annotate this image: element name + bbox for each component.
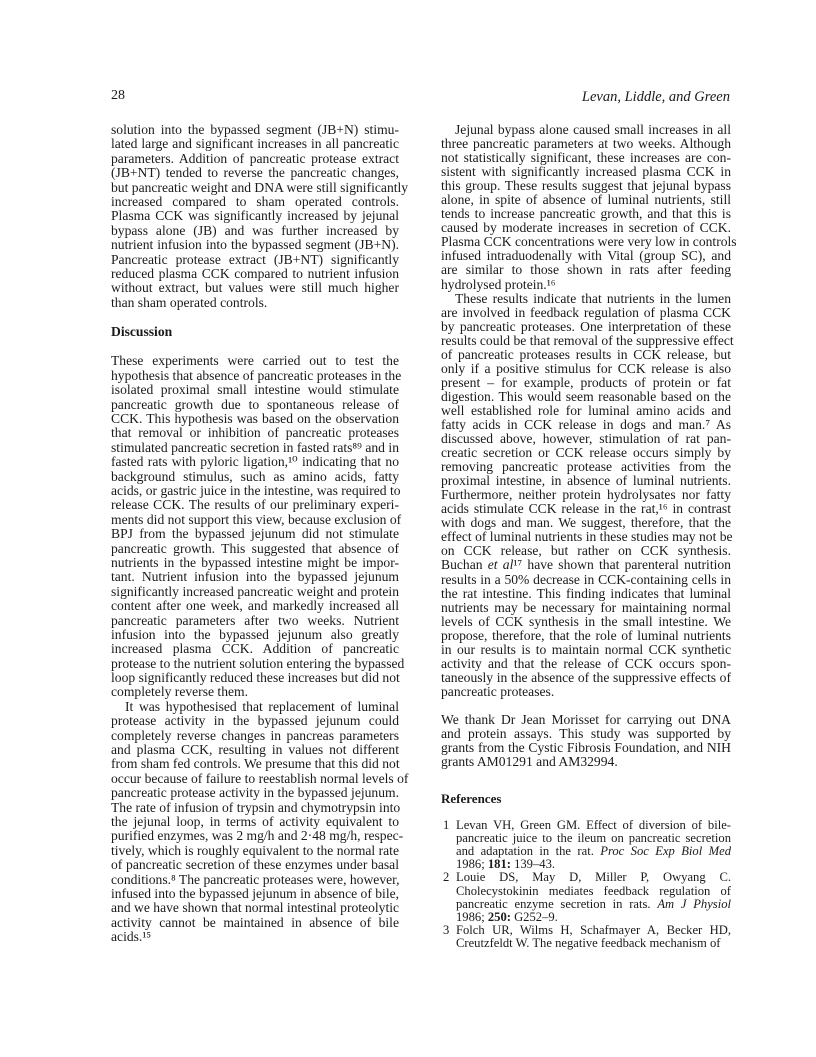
running-head-authors: Levan, Liddle, and Green xyxy=(581,89,730,105)
reference-journal: Proc Soc Exp Biol Med xyxy=(600,844,731,859)
text-line: isolated proximal small intestine would stimulate xyxy=(111,382,399,398)
text-line: than sham operated controls. xyxy=(111,294,268,310)
results-paragraph xyxy=(111,122,409,310)
text-line: These results indicate that nutrients in the lumen xyxy=(455,290,731,306)
reference-item xyxy=(441,819,731,871)
reference-text: Levan VH, Green GM. Effect of diversion of bile-pancreatic juice to the ileum on pancreatic secretion and adaptation in the rat. xyxy=(456,818,731,859)
text-line: parameters. Addition of pancreatic protease extract xyxy=(111,150,399,166)
page-number: 28 xyxy=(111,88,125,103)
italic-text: et al xyxy=(487,557,514,573)
text-line: this group. These results suggest that jejunal bypass xyxy=(441,178,731,194)
right-column xyxy=(441,122,737,950)
text-line: release CCK. The results of our preliminary experi- xyxy=(111,497,399,513)
discussion-paragraph-2 xyxy=(111,698,409,945)
text-line: proximal intestine, in absence of luminal nutrients. xyxy=(441,473,731,489)
reference-year: 1986; xyxy=(456,857,488,872)
text-line: acids.¹⁵ xyxy=(111,929,152,945)
text-line: The rate of infusion of trypsin and chymotrypsin into xyxy=(111,799,401,815)
references-heading: References xyxy=(441,791,502,807)
text-line: creatic secretion or CCK release occurs simply by xyxy=(441,445,731,461)
text-line: digestion. This would seem reasonable based on the xyxy=(441,388,731,404)
text-line: of pancreatic secretion of these enzymes under basal xyxy=(111,857,399,873)
text-line: without extract, but values were still much higher xyxy=(111,280,399,296)
text-line: present – for example, products of protein or fat xyxy=(441,374,731,390)
text-line: discussed above, however, stimulation of rat pan- xyxy=(441,431,731,447)
text-line: These experiments were carried out to test the xyxy=(111,353,399,369)
text-line: not statistically significant, these increases are con- xyxy=(441,150,731,166)
text-line: activity and that the release of CCK occurs spon- xyxy=(441,655,731,671)
reference-pages: 139–43. xyxy=(510,857,556,872)
text-line: background stimulus, such as amino acids, fatty xyxy=(111,468,399,484)
text-line: stimulated pancreatic secretion in fasted rats⁸⁹ and in xyxy=(111,439,399,455)
text-line: taneously in the absence of the suppressive effects of xyxy=(441,669,731,685)
reference-pages: G252–9. xyxy=(510,909,558,924)
reference-number: 3 xyxy=(443,922,450,937)
text-line: purified enzymes, was 2 mg/h and 2·48 mg/h, respec- xyxy=(111,828,404,844)
text-line: and protein assays. This study was supported by xyxy=(441,725,731,741)
text-line: infused intraduodenally with Vital (group SC), and xyxy=(441,248,731,264)
text-line: Plasma CCK was significantly increased by jejunal xyxy=(111,208,399,224)
reference-volume: 181: xyxy=(487,857,511,872)
text-line: completely reverse them. xyxy=(111,684,249,700)
text-line: conditions.⁸ The pancreatic proteases were, however, xyxy=(111,871,400,887)
discussion-paragraph-3 xyxy=(441,122,737,292)
text-line xyxy=(441,558,731,572)
text-line: and we have shown that normal intestinal proteolytic xyxy=(111,900,400,916)
text-line: hydrolysed protein.¹⁶ xyxy=(441,276,556,292)
text-line: pancreatic growth. This suggested that absence of xyxy=(111,540,399,556)
text-line: infusion into the bypassed jejunum also greatly xyxy=(111,626,399,642)
text-line: removing pancreatic protease activities from the xyxy=(441,459,731,475)
text-line: well established role for luminal amino acids and xyxy=(441,402,731,418)
text-line: effect of luminal nutrients in these studies may not be xyxy=(441,529,733,545)
text-line: fasted rats with pyloric ligation,¹⁰ indicating that no xyxy=(111,454,399,470)
reference-item xyxy=(441,871,731,923)
text-line: grants AM01291 and AM32994. xyxy=(441,754,618,770)
text-line: acids, or gastric juice in the intestine, was required to xyxy=(111,482,401,498)
discussion-paragraph-1 xyxy=(111,353,405,700)
text-line: bypass alone (JB) and was further increased by xyxy=(111,222,399,238)
text-line: from sham fed controls. We presume that this did not xyxy=(111,756,400,772)
text-line: loop significantly reduced these increases but did not xyxy=(111,670,400,686)
text-line: reduced plasma CCK compared to nutrient infusion xyxy=(111,265,399,281)
text-line: alone, in spite of absence of luminal nutrients, still xyxy=(441,192,731,208)
text-line: pancreatic proteases. xyxy=(441,683,555,699)
text-line: the rat intestine. This finding indicates that luminal xyxy=(441,585,731,601)
text-line: content after one week, and markedly increased all xyxy=(111,598,399,614)
text-line: propose, therefore, that the role of luminal nutrients xyxy=(441,627,731,643)
text-line: Jejunal bypass alone caused small increases in all xyxy=(455,122,731,137)
text-line: increased plasma CCK. Addition of pancreatic xyxy=(111,641,399,657)
text-line: We thank Dr Jean Morisset for carrying out DNA xyxy=(441,711,731,727)
text-line: pancreatic protease activity in the bypassed jejunum. xyxy=(111,785,399,801)
reference-number: 2 xyxy=(443,870,450,885)
reference-year: 1986; xyxy=(456,909,488,924)
text-line: that removal or inhibition of pancreatic proteases xyxy=(111,425,399,441)
reference-item xyxy=(441,924,731,950)
text-line: results could be that removal of the suppressive effect xyxy=(441,332,734,348)
text-line: protease activity in the bypassed jejunum could xyxy=(111,713,399,729)
references-section xyxy=(441,791,731,950)
text-line: pancreatic growth due to spontaneous release of xyxy=(111,396,399,412)
text-line: fatty acids in CCK release in dogs and man.⁷ As xyxy=(441,416,731,432)
acknowledgement xyxy=(441,713,731,769)
reference-text: Folch UR, Wilms H, Schafmayer A, Becker HD, Creutzfeldt W. The negative feedback mechanism of xyxy=(456,922,731,950)
text-line: of pancreatic proteases results in CCK release, but xyxy=(441,346,731,362)
text-line: (JB+NT) tended to reverse the pancreatic changes, xyxy=(111,165,399,181)
text-line: results in a 50% decrease in CCK-containing cells in xyxy=(441,571,731,587)
reference-journal: Am J Physiol xyxy=(657,896,731,911)
text-line: Plasma CCK concentrations were very low in controls xyxy=(441,234,737,250)
text-line: pancreatic parameters after two weeks. Nutrient xyxy=(111,612,399,628)
text-line: protease to the nutrient solution entering the bypassed xyxy=(111,655,405,671)
text-line: nutrients in the bypassed intestine might be impor- xyxy=(111,554,399,570)
text-line: Pancreatic protease extract (JB+NT) significantly xyxy=(111,251,399,267)
text-line: increased compared to sham operated controls. xyxy=(111,193,399,209)
text-line: significantly increased pancreatic weight and protein xyxy=(111,583,399,599)
text-line: lated large and significant increases in all pancreatic xyxy=(111,136,399,152)
text-line: are similar to those shown in rats after feeding xyxy=(441,262,731,278)
text-line: only if a positive stimulus for CCK release is also xyxy=(441,360,731,376)
text-line: hypothesis that absence of pancreatic proteases in the xyxy=(111,367,402,383)
text-line: nutrient infusion into the bypassed segment (JB+N). xyxy=(111,237,399,253)
text-line: the jejunal loop, in terms of activity equivalent to xyxy=(111,813,399,829)
text-line: by pancreatic proteases. One interpretation of these xyxy=(441,318,731,334)
text-line: in our results is to maintain normal CCK synthetic xyxy=(441,641,731,657)
reference-number: 1 xyxy=(443,818,450,833)
text-line: tends to increase pancreatic growth, and that this is xyxy=(441,206,731,222)
discussion-paragraph-4 xyxy=(441,290,734,699)
text-line: BPJ from the bypassed jejunum did not stimulate xyxy=(111,526,399,542)
text-line: CCK. This hypothesis was based on the observation xyxy=(111,411,399,427)
text-line: nutrients may be necessary for maintaining normal xyxy=(441,599,731,615)
text-line: ments did not support this view, because exclusion of xyxy=(111,511,402,527)
text-segment: ¹⁷ have shown that parenteral nutrition xyxy=(513,557,731,573)
text-line: grants from the Cystic Fibrosis Foundation, and NIH xyxy=(441,740,731,756)
text-line: but pancreatic weight and DNA were still significantly xyxy=(111,179,409,195)
reference-volume: 250: xyxy=(487,909,511,924)
text-line: acids stimulate CCK release in the rat,¹⁶ in contrast xyxy=(441,501,731,517)
text-line: caused by moderate increases in secretion of CCK. xyxy=(441,220,731,236)
text-segment: Buchan xyxy=(441,557,488,573)
text-line: completely reverse changes in pancreas parameters xyxy=(111,727,399,743)
discussion-heading: Discussion xyxy=(111,324,173,340)
text-line: are involved in feedback regulation of plasma CCK xyxy=(441,304,731,320)
text-line: solution into the bypassed segment (JB+N) stimu- xyxy=(111,122,399,137)
text-line: with dogs and man. We suggest, therefore, that the xyxy=(441,515,731,531)
text-line: Furthermore, neither protein hydrolysates nor fatty xyxy=(441,487,731,503)
text-line: three pancreatic parameters at two weeks. Although xyxy=(441,136,731,152)
left-column xyxy=(111,122,409,945)
reference-text: Louie DS, May D, Miller P, Owyang C. Cholecystokinin mediates feedback regulation of pancreatic enzyme secretion in rats. xyxy=(456,870,731,911)
text-line: levels of CCK synthesis in the small intestine. We xyxy=(441,613,731,629)
text-line: occur because of failure to reestablish normal levels of xyxy=(111,770,409,786)
text-line: and plasma CCK, resulting in values not different xyxy=(111,742,399,758)
text-line: sistent with significantly increased plasma CCK in xyxy=(441,164,731,180)
text-line: tively, which is roughly equivalent to the normal rate xyxy=(111,842,399,858)
references-list xyxy=(441,819,731,950)
text-line: on CCK release, but rather on CCK synthesis. xyxy=(441,543,731,559)
text-line: tant. Nutrient infusion into the bypassed jejunum xyxy=(111,569,399,585)
text-line: It was hypothesised that replacement of luminal xyxy=(125,698,399,714)
text-line: activity cannot be maintained in absence of bile xyxy=(111,914,399,930)
text-line: infused into the bypassed jejunum in absence of bile, xyxy=(111,885,400,901)
